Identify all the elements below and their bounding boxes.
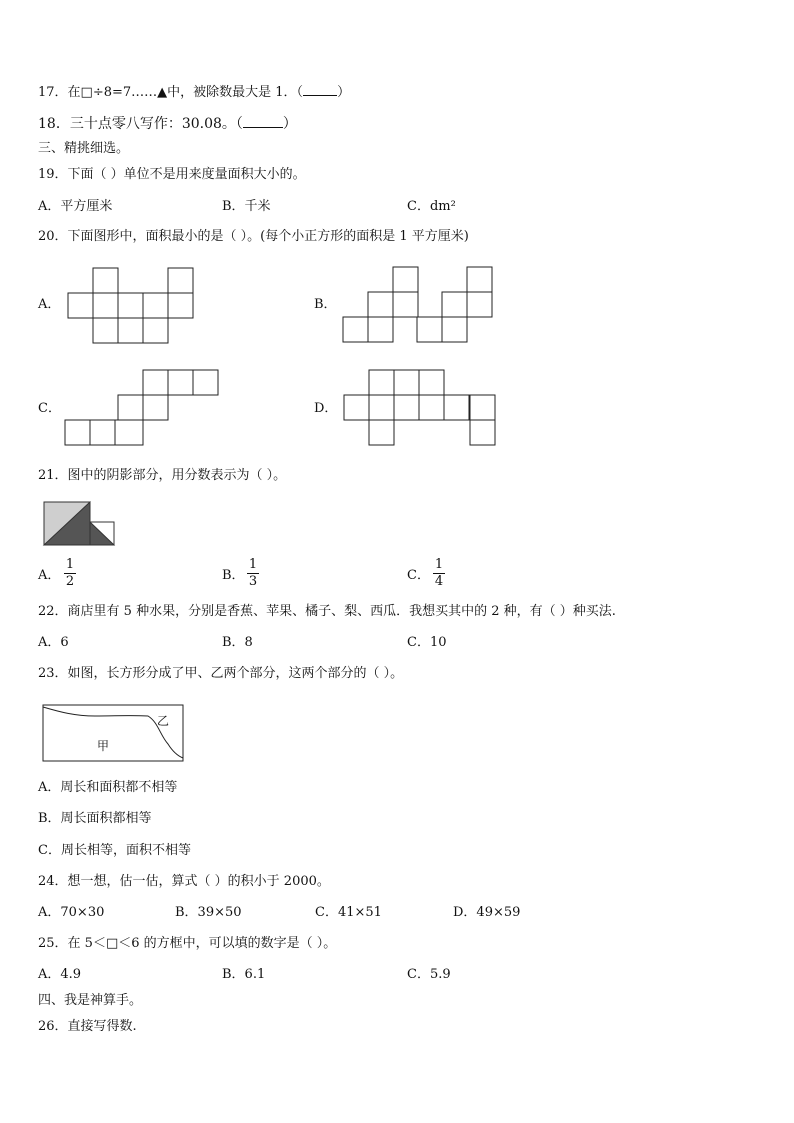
q19-option-b[interactable]: B．千米 <box>222 199 271 214</box>
q17-close: ） <box>337 85 351 100</box>
q23-option-b[interactable]: B．周长面积都相等 <box>38 811 152 826</box>
numerator: 1 <box>434 557 444 572</box>
q21-option-a-label[interactable]: A． <box>38 568 61 583</box>
q20-option-d-label[interactable]: D． <box>314 401 338 416</box>
q20-option-a-label[interactable]: A． <box>38 297 61 312</box>
q25-option-b[interactable]: B．6.1 <box>222 967 266 982</box>
q21-option-c-label[interactable]: C． <box>407 568 430 583</box>
q17-text: 17．在□÷8=7……▲中，被除数最大是 1．（ <box>38 85 304 100</box>
numerator: 1 <box>65 557 75 572</box>
q25-option-a[interactable]: A．4.9 <box>38 967 82 982</box>
q20-option-c-label[interactable]: C． <box>38 401 61 416</box>
denominator: 2 <box>65 574 75 589</box>
section-3-heading: 三、精挑细选。 <box>38 141 130 156</box>
question-19-stem: 19．下面（ ）单位不是用来度量面积大小的。 <box>38 167 306 182</box>
q22-option-c[interactable]: C．10 <box>407 635 447 650</box>
q21-option-b-label[interactable]: B． <box>222 568 245 583</box>
q23-option-a[interactable]: A．周长和面积都不相等 <box>38 780 178 795</box>
question-26-stem: 26．直接写得数. <box>38 1019 137 1034</box>
q20-option-b-label[interactable]: B． <box>314 297 337 312</box>
question-25-stem: 25．在 5＜□＜6 的方框中，可以填的数字是（ ）。 <box>38 936 337 951</box>
question-22-stem: 22．商店里有 5 种水果，分别是香蕉、苹果、橘子、梨、西瓜．我想买其中的 2 种，有（ ）种买法. <box>38 604 616 619</box>
q24-option-c[interactable]: C．41×51 <box>315 905 382 920</box>
q24-option-d[interactable]: D．49×59 <box>453 905 521 920</box>
q18-close: ） <box>282 116 297 132</box>
section-4-heading: 四、我是神算手。 <box>38 993 143 1008</box>
q19-option-a[interactable]: A．平方厘米 <box>38 199 113 214</box>
q25-option-c[interactable]: C．5.9 <box>407 967 451 982</box>
q22-option-a[interactable]: A．6 <box>38 635 69 650</box>
denominator: 3 <box>248 574 258 589</box>
denominator: 4 <box>434 574 444 589</box>
label-jia: 甲 <box>97 739 110 753</box>
question-20-stem: 20．下面图形中，面积最小的是（ ）。(每个小正方形的面积是 1 平方厘米) <box>38 229 469 244</box>
q24-option-b[interactable]: B．39×50 <box>175 905 242 920</box>
q22-option-b[interactable]: B．8 <box>222 635 253 650</box>
q19-option-c[interactable]: C．dm² <box>407 199 456 214</box>
q18-text: 18．三十点零八写作：30.08。（ <box>38 116 243 132</box>
question-21-stem: 21．图中的阴影部分，用分数表示为（ ）。 <box>38 468 287 483</box>
question-23-stem: 23．如图，长方形分成了甲、乙两个部分，这两个部分的（ ）。 <box>38 666 404 681</box>
q24-option-a[interactable]: A．70×30 <box>38 905 105 920</box>
numerator: 1 <box>248 557 258 572</box>
question-24-stem: 24．想一想，估一估，算式（ ）的积小于 2000。 <box>38 874 330 889</box>
q23-option-c[interactable]: C．周长相等，面积不相等 <box>38 843 191 858</box>
label-yi: 乙 <box>157 714 170 728</box>
